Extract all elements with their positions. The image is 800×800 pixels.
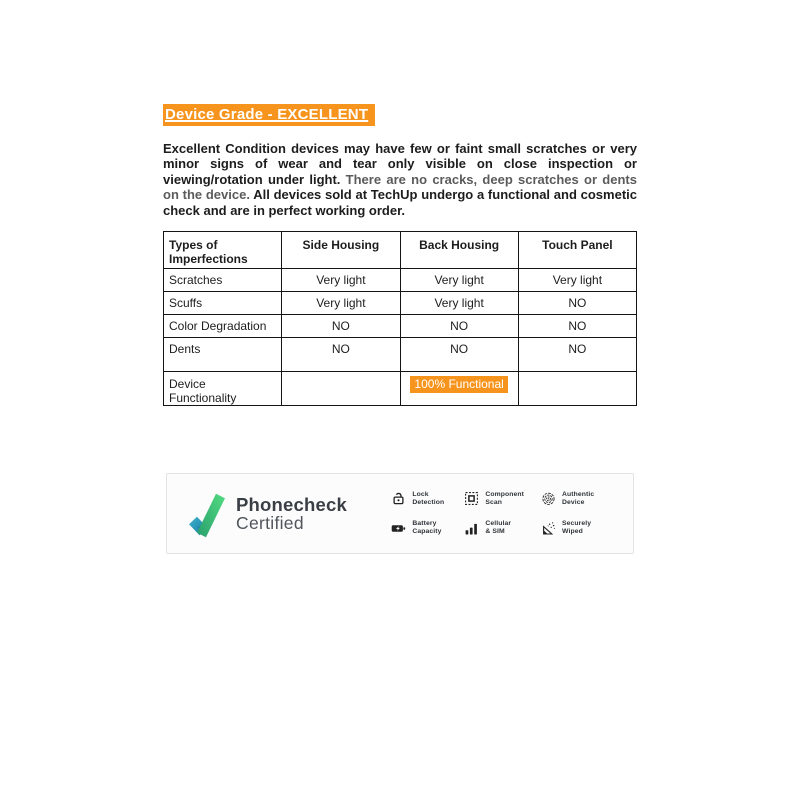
row-label-scuffs: Scuffs xyxy=(164,292,282,315)
row-label-dents: Dents xyxy=(164,338,282,372)
signal-bars-icon xyxy=(464,521,479,536)
description-segment-gray: There are no cracks, deep scratches or dents on the device. xyxy=(163,171,637,203)
table-row xyxy=(164,292,637,315)
cell-value: Very light xyxy=(400,292,518,315)
cell-value: NO xyxy=(400,315,518,338)
table-row xyxy=(164,338,637,372)
description-segment-black-1: Excellent Condition devices may have few or faint small scratches or very minor signs of wear and tear only visible on close inspection or viewing/rotation under light. xyxy=(163,141,637,187)
cell-value: NO xyxy=(518,315,636,338)
feature-battery-capacity xyxy=(391,520,447,536)
cell-value: NO xyxy=(282,315,400,338)
feature-label: Battery Capacity xyxy=(412,520,442,536)
table-row xyxy=(164,269,637,292)
row-label-color-degradation: Color Degradation xyxy=(164,315,282,338)
lock-icon xyxy=(391,491,406,506)
cell-value: NO xyxy=(518,292,636,315)
feature-cellular-sim xyxy=(464,520,524,536)
row-label-device-functionality: Device Functionality xyxy=(164,372,282,406)
cell-value: NO xyxy=(400,338,518,372)
header-back-housing: Back Housing xyxy=(400,232,518,269)
page-title: Device Grade - EXCELLENT xyxy=(163,104,375,126)
phonecheck-brand xyxy=(189,490,347,538)
phonecheck-brand-name: Phonecheck xyxy=(236,493,347,515)
wipe-icon xyxy=(541,521,556,536)
description-segment-black-2: All devices sold at TechUp undergo a functional and cosmetic check and are in perfect working order. xyxy=(163,187,637,218)
fingerprint-icon xyxy=(541,491,556,506)
document-body xyxy=(163,104,637,406)
component-scan-icon xyxy=(464,491,479,506)
phonecheck-certified-banner xyxy=(166,473,634,554)
battery-icon xyxy=(391,521,406,536)
cell-value: Very light xyxy=(518,269,636,292)
feature-label: Securely Wiped xyxy=(562,520,592,536)
functional-badge: 100% Functional xyxy=(410,376,507,393)
cell-functional-highlight xyxy=(400,372,518,406)
feature-authentic-device xyxy=(541,491,597,507)
header-side-housing: Side Housing xyxy=(282,232,400,269)
certification-features xyxy=(391,491,597,537)
row-label-scratches: Scratches xyxy=(164,269,282,292)
imperfections-table xyxy=(163,231,637,406)
cell-value: NO xyxy=(518,338,636,372)
header-touch-panel: Touch Panel xyxy=(518,232,636,269)
cell-value: NO xyxy=(282,338,400,372)
cell-value: Very light xyxy=(400,269,518,292)
cell-value xyxy=(282,372,400,406)
table-header-row xyxy=(164,232,637,269)
header-types-of-imperfections: Types of Imperfections xyxy=(164,232,282,269)
cell-value: Very light xyxy=(282,269,400,292)
feature-label: Authentic Device xyxy=(562,490,595,506)
feature-label: Cellular & SIM xyxy=(485,520,512,536)
cell-value xyxy=(518,372,636,406)
condition-description xyxy=(163,141,637,218)
table-row xyxy=(164,315,637,338)
feature-label: Component Scan xyxy=(485,490,524,506)
table-row xyxy=(164,372,637,406)
phonecheck-brand-subtitle: Certified xyxy=(236,513,304,534)
feature-securely-wiped xyxy=(541,520,597,536)
feature-lock-detection xyxy=(391,491,447,507)
feature-label: Lock Detection xyxy=(412,490,445,506)
feature-component-scan xyxy=(464,491,524,507)
cell-value: Very light xyxy=(282,292,400,315)
phonecheck-checkmark-logo xyxy=(189,490,225,538)
